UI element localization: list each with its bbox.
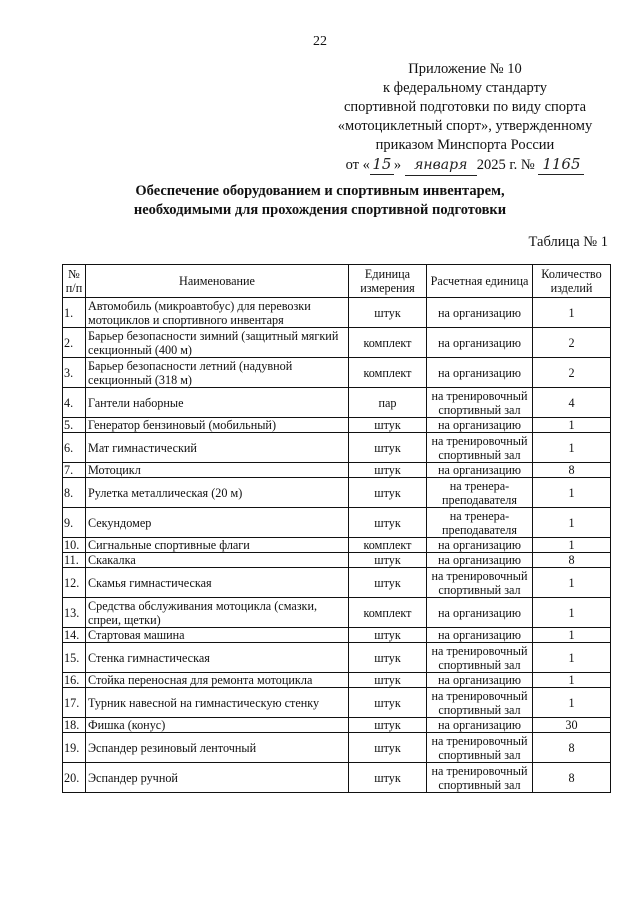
equipment-table (62, 264, 611, 793)
row-name: Рулетка металлическая (20 м) (86, 478, 349, 508)
row-basis: на организацию (427, 463, 533, 478)
row-number: 7. (63, 463, 86, 478)
table-row (63, 733, 611, 763)
row-name: Эспандер резиновый ленточный (86, 733, 349, 763)
handwritten-day: 15 (370, 155, 394, 175)
table-row (63, 628, 611, 643)
table-row (63, 388, 611, 418)
row-name: Стартовая машина (86, 628, 349, 643)
table-row (63, 358, 611, 388)
date-year: 2025 г. № (476, 157, 535, 173)
row-unit: штук (349, 298, 427, 328)
title-line-2: необходимыми для прохождения спортивной подготовки (133, 202, 507, 218)
header-quantity: Количество изделий (533, 265, 611, 298)
row-number: 18. (63, 718, 86, 733)
row-quantity: 8 (533, 733, 611, 763)
appendix-line-approved: «мотоциклетный спорт», утвержденному (337, 118, 593, 134)
row-unit: комплект (349, 358, 427, 388)
row-name: Стойка переносная для ремонта мотоцикла (86, 673, 349, 688)
table-body (63, 298, 611, 793)
table-row (63, 298, 611, 328)
appendix-line-order: приказом Минспорта России (375, 137, 555, 153)
table-row (63, 673, 611, 688)
row-name: Эспандер ручной (86, 763, 349, 793)
row-unit: штук (349, 568, 427, 598)
row-basis: на тренировочный спортивный зал (427, 733, 533, 763)
row-number: 1. (63, 298, 86, 328)
row-quantity: 1 (533, 598, 611, 628)
row-number: 14. (63, 628, 86, 643)
row-number: 17. (63, 688, 86, 718)
row-quantity: 2 (533, 358, 611, 388)
row-unit: комплект (349, 598, 427, 628)
row-name: Скамья гимнастическая (86, 568, 349, 598)
row-number: 15. (63, 643, 86, 673)
appendix-line-sport: спортивной подготовки по виду спорта (343, 99, 587, 115)
row-quantity: 30 (533, 718, 611, 733)
header-name: Наименование (86, 265, 349, 298)
row-unit: штук (349, 418, 427, 433)
row-number: 2. (63, 328, 86, 358)
row-name: Мат гимнастический (86, 433, 349, 463)
row-basis: на организацию (427, 718, 533, 733)
table-row (63, 718, 611, 733)
row-name: Генератор бензиновый (мобильный) (86, 418, 349, 433)
table-row (63, 508, 611, 538)
row-quantity: 1 (533, 643, 611, 673)
row-unit: штук (349, 673, 427, 688)
row-quantity: 8 (533, 553, 611, 568)
row-quantity: 1 (533, 418, 611, 433)
table-row (63, 763, 611, 793)
table-row (63, 553, 611, 568)
row-unit: штук (349, 508, 427, 538)
row-basis: на организацию (427, 553, 533, 568)
row-number: 6. (63, 433, 86, 463)
row-quantity: 2 (533, 328, 611, 358)
table-header-row (63, 265, 611, 298)
header-basis: Расчетная единица (427, 265, 533, 298)
row-basis: на организацию (427, 673, 533, 688)
header-number: № п/п (63, 265, 86, 298)
row-quantity: 1 (533, 568, 611, 598)
row-basis: на тренировочный спортивный зал (427, 688, 533, 718)
handwritten-order-number: 1165 (538, 155, 584, 175)
row-unit: штук (349, 628, 427, 643)
row-quantity: 1 (533, 688, 611, 718)
row-name: Скакалка (86, 553, 349, 568)
row-unit: штук (349, 643, 427, 673)
table-row (63, 688, 611, 718)
table-row (63, 328, 611, 358)
row-unit: штук (349, 733, 427, 763)
appendix-line-standard: к федеральному стандарту (383, 80, 547, 96)
row-number: 5. (63, 418, 86, 433)
row-unit: штук (349, 553, 427, 568)
row-basis: на тренировочный спортивный зал (427, 433, 533, 463)
row-number: 13. (63, 598, 86, 628)
row-number: 12. (63, 568, 86, 598)
table-row (63, 538, 611, 553)
row-number: 10. (63, 538, 86, 553)
row-quantity: 8 (533, 463, 611, 478)
date-mid: » (393, 157, 402, 173)
row-number: 16. (63, 673, 86, 688)
row-unit: штук (349, 433, 427, 463)
row-quantity: 1 (533, 538, 611, 553)
row-quantity: 8 (533, 763, 611, 793)
row-quantity: 1 (533, 508, 611, 538)
table-row (63, 463, 611, 478)
row-quantity: 1 (533, 298, 611, 328)
row-basis: на организацию (427, 538, 533, 553)
row-name: Сигнальные спортивные флаги (86, 538, 349, 553)
row-number: 3. (63, 358, 86, 388)
row-name: Турник навесной на гимнастическую стенку (86, 688, 349, 718)
row-unit: штук (349, 478, 427, 508)
row-unit: штук (349, 463, 427, 478)
table-label: Таблица № 1 (528, 234, 608, 250)
row-name: Барьер безопасности летний (надувной секционный (318 м) (86, 358, 349, 388)
title-line-1: Обеспечение оборудованием и спортивным инвентарем, (135, 183, 505, 199)
row-name: Гантели наборные (86, 388, 349, 418)
table-row (63, 568, 611, 598)
table-row (63, 643, 611, 673)
row-name: Средства обслуживания мотоцикла (смазки, спреи, щетки) (86, 598, 349, 628)
header-unit: Единица измерения (349, 265, 427, 298)
row-name: Автомобиль (микроавтобус) для перевозки мотоциклов и спортивного инвентаря (86, 298, 349, 328)
appendix-date-line (300, 155, 630, 176)
appendix-title: Приложение № 10 (408, 61, 522, 77)
row-name: Стенка гимнастическая (86, 643, 349, 673)
row-basis: на организацию (427, 358, 533, 388)
row-number: 20. (63, 763, 86, 793)
row-unit: штук (349, 688, 427, 718)
row-quantity: 1 (533, 433, 611, 463)
row-basis: на тренировочный спортивный зал (427, 763, 533, 793)
row-number: 19. (63, 733, 86, 763)
table-row (63, 418, 611, 433)
row-number: 9. (63, 508, 86, 538)
table-row (63, 598, 611, 628)
row-basis: на организацию (427, 628, 533, 643)
row-basis: на тренировочный спортивный зал (427, 568, 533, 598)
appendix-header (300, 60, 630, 176)
row-basis: на организацию (427, 298, 533, 328)
row-quantity: 1 (533, 673, 611, 688)
row-number: 4. (63, 388, 86, 418)
row-unit: комплект (349, 538, 427, 553)
table-row (63, 433, 611, 463)
row-name: Барьер безопасности зимний (защитный мягкий секционный (400 м) (86, 328, 349, 358)
date-prefix: от « (345, 157, 370, 173)
row-basis: на тренера-преподавателя (427, 478, 533, 508)
row-unit: пар (349, 388, 427, 418)
row-unit: комплект (349, 328, 427, 358)
row-basis: на организацию (427, 328, 533, 358)
row-quantity: 4 (533, 388, 611, 418)
row-unit: штук (349, 718, 427, 733)
row-name: Секундомер (86, 508, 349, 538)
row-name: Мотоцикл (86, 463, 349, 478)
row-number: 8. (63, 478, 86, 508)
row-basis: на тренировочный спортивный зал (427, 643, 533, 673)
row-basis: на тренировочный спортивный зал (427, 388, 533, 418)
document-title (0, 182, 640, 220)
row-basis: на тренера-преподавателя (427, 508, 533, 538)
row-name: Фишка (конус) (86, 718, 349, 733)
row-basis: на организацию (427, 418, 533, 433)
row-number: 11. (63, 553, 86, 568)
row-unit: штук (349, 763, 427, 793)
table-row (63, 478, 611, 508)
row-quantity: 1 (533, 628, 611, 643)
row-quantity: 1 (533, 478, 611, 508)
row-basis: на организацию (427, 598, 533, 628)
handwritten-month: января (405, 156, 477, 176)
page-number: 22 (313, 34, 327, 49)
